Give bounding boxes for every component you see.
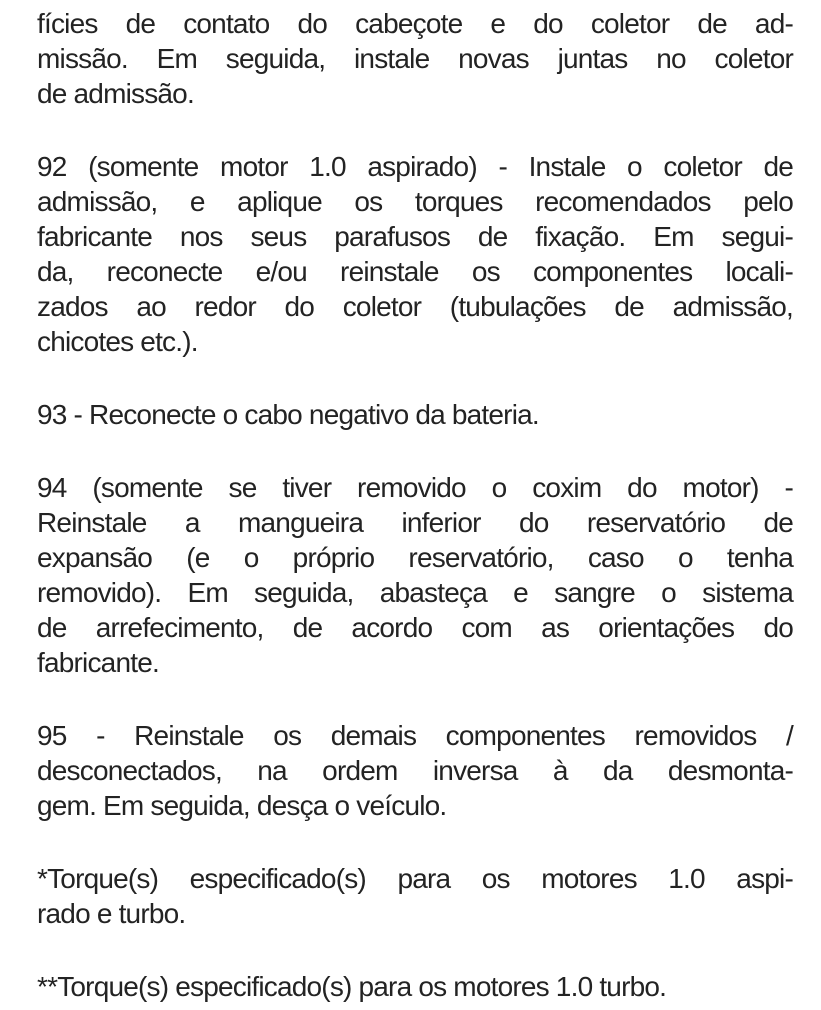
document-body <box>37 6 793 1004</box>
text-line: expansão (e o próprio reservatório, caso o tenha <box>37 542 793 573</box>
paragraph <box>37 470 793 680</box>
text-line: 92 (somente motor 1.0 aspirado) - Instale o coletor de <box>37 151 793 182</box>
text-line: zados ao redor do coletor (tubulações de admissão, <box>37 291 793 322</box>
text-line: de admissão. <box>37 78 194 109</box>
text-line: gem. Em seguida, desça o veículo. <box>37 790 447 821</box>
paragraph <box>37 6 793 111</box>
text-line: desconectados, na ordem inversa à da desmonta- <box>37 755 793 786</box>
text-line: admissão, e aplique os torques recomendados pelo <box>37 186 793 217</box>
text-line: fabricante. <box>37 647 159 678</box>
paragraph <box>37 718 793 823</box>
text-line: missão. Em seguida, instale novas juntas no coletor <box>37 43 793 74</box>
text-line: removido). Em seguida, abasteça e sangre o sistema <box>37 577 793 608</box>
text-line: *Torque(s) especificado(s) para os motores 1.0 aspi- <box>37 863 793 894</box>
text-line: chicotes etc.). <box>37 326 198 357</box>
text-line: **Torque(s) especificado(s) para os motores 1.0 turbo. <box>37 971 667 1002</box>
paragraph <box>37 397 793 432</box>
text-line: de arrefecimento, de acordo com as orientações do <box>37 612 793 643</box>
text-line: da, reconecte e/ou reinstale os componentes locali- <box>37 256 793 287</box>
text-line: 95 - Reinstale os demais componentes removidos / <box>37 720 793 751</box>
text-line: Reinstale a mangueira inferior do reservatório de <box>37 507 793 538</box>
text-line: 94 (somente se tiver removido o coxim do motor) - <box>37 472 793 503</box>
text-line: rado e turbo. <box>37 898 186 929</box>
text-line: fabricante nos seus parafusos de fixação. Em segui- <box>37 221 793 252</box>
text-line: 93 - Reconecte o cabo negativo da bateria. <box>37 399 539 430</box>
paragraph <box>37 149 793 359</box>
paragraph <box>37 969 793 1004</box>
paragraph <box>37 861 793 931</box>
text-line: fícies de contato do cabeçote e do coletor de ad- <box>37 8 793 39</box>
